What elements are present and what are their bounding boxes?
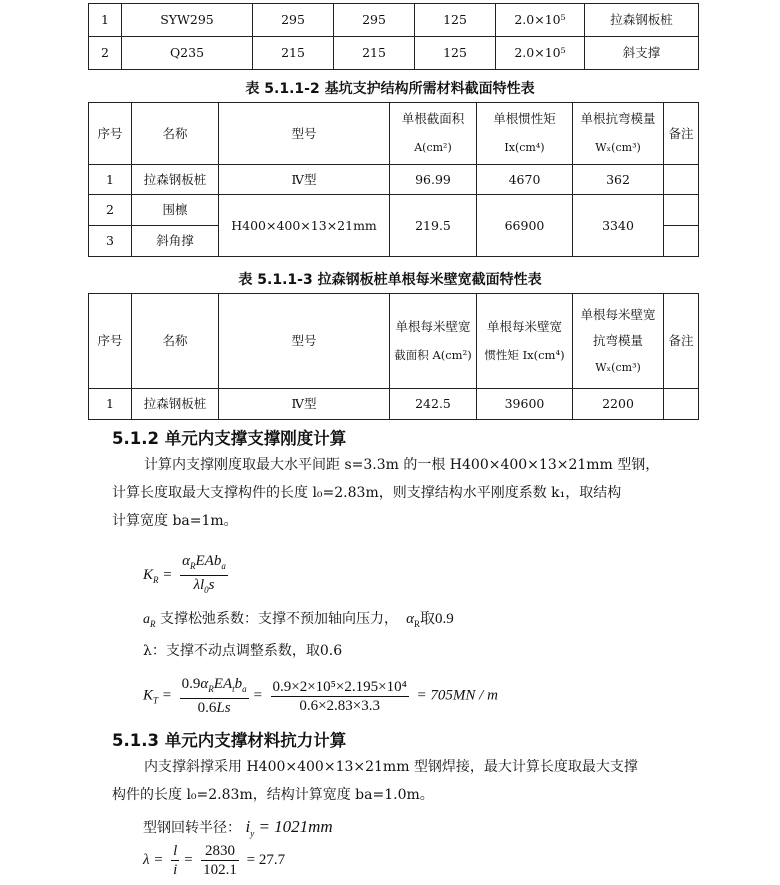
note-alpha: $a_R$ 支撑松弛系数：支撑不预加轴向压力， $\alpha_R$取0.9 <box>143 611 454 629</box>
table-row <box>89 37 699 70</box>
table-cell: 斜支撑 <box>585 37 699 70</box>
table-row <box>89 195 699 226</box>
header-cell: 单根抗弯模量 Wₓ(cm³) <box>573 103 664 165</box>
section-heading: 5.1.3 单元内支撑材料抗力计算 <box>112 731 347 750</box>
table-cell: 2 <box>89 195 132 226</box>
table-caption: 表 5.1.1-3 拉森钢板桩单根每米壁宽截面特性表 <box>238 272 542 288</box>
table-cell: 2200 <box>573 389 664 420</box>
table-row <box>89 165 699 195</box>
table-cell: 拉森钢板桩 <box>132 389 219 420</box>
table-cell: 3 <box>89 226 132 257</box>
header-cell: 型号 <box>219 294 390 389</box>
table-cell: 125 <box>415 4 496 37</box>
table-cell: 斜角撑 <box>132 226 219 257</box>
table-cell: 295 <box>253 4 334 37</box>
table-cell: 1 <box>89 389 132 420</box>
formula-kt: $K_T$ = $\frac{0.9\alpha_REA_tb_a}{0.6Ls}$ = $\frac{\text{0.9×2×10⁵×2.195×10⁴}}{0.6\times 2.83\times 3.3}$ = 705MN / m <box>143 676 498 716</box>
header-cell: 单根每米壁宽 抗弯模量 Wₓ(cm³) <box>573 294 664 389</box>
formula-lambda: λ = $\frac{l}{i}$ = $\frac{2830}{102.1}$ = 27.7 <box>143 843 286 878</box>
table-cell: 2.0×10⁵ <box>496 4 585 37</box>
table-header-row <box>89 294 699 389</box>
table-cell: 1 <box>89 165 132 195</box>
table-cell: 96.99 <box>390 165 477 195</box>
sheet-pile-properties-table <box>88 293 699 420</box>
header-cell: 单根截面积 A(cm²) <box>390 103 477 165</box>
note-lambda: λ：支撑不动点调整系数，取0.6 <box>143 643 343 659</box>
table-cell <box>664 226 699 257</box>
header-cell: 单根每米壁宽 惯性矩 Ix(cm⁴) <box>477 294 573 389</box>
paragraph-line: 内支撑斜撑采用 H400×400×13×21mm 型钢焊接，最大计算长度取最大支撑 <box>144 759 638 775</box>
table-cell <box>664 389 699 420</box>
fraction: $\frac{2830}{102.1}$ <box>203 843 237 878</box>
table-cell: 39600 <box>477 389 573 420</box>
header-cell: 序号 <box>89 103 132 165</box>
fraction: $\frac{0.9\alpha_REA_tb_a}{0.6Ls}$ <box>181 676 247 716</box>
formula-kr: $K_R$ = $\frac{\alpha_REAb_a}{\lambda l_0s}$ <box>143 552 232 599</box>
paragraph <box>112 451 692 535</box>
table-cell <box>664 165 699 195</box>
table-caption: 表 5.1.1-2 基坑支护结构所需材料截面特性表 <box>245 81 535 97</box>
table-cell: 拉森钢板桩 <box>585 4 699 37</box>
header-cell: 名称 <box>132 294 219 389</box>
radius-line: 型钢回转半径： $i_y = 1021mm$ <box>143 817 333 839</box>
table-cell: Ⅳ型 <box>219 165 390 195</box>
paragraph-line: 计算长度取最大支撑构件的长度 l₀=2.83m，则支撑结构水平刚度系数 k₁，取结构 <box>112 485 622 501</box>
section-properties-table <box>88 102 699 257</box>
paragraph-line: 构件的长度 l₀=2.83m，结构计算宽度 ba=1.0m。 <box>112 787 434 803</box>
table-cell: Ⅳ型 <box>219 389 390 420</box>
header-cell: 单根每米壁宽 截面积 A(cm²) <box>390 294 477 389</box>
table-cell: SYW295 <box>122 4 253 37</box>
material-table <box>88 3 699 70</box>
fraction: $\frac{l}{i}$ <box>173 843 178 878</box>
table-cell-merged: 66900 <box>477 195 573 257</box>
table-cell: 295 <box>334 4 415 37</box>
table-cell: 242.5 <box>390 389 477 420</box>
table-cell: 215 <box>334 37 415 70</box>
table-cell: 1 <box>89 4 122 37</box>
table-cell <box>664 195 699 226</box>
table-header-row <box>89 103 699 165</box>
table-cell-merged: H400×400×13×21mm <box>219 195 390 257</box>
header-cell: 型号 <box>219 103 390 165</box>
header-cell: 单根惯性矩 Ix(cm⁴) <box>477 103 573 165</box>
table-cell-merged: 219.5 <box>390 195 477 257</box>
section-heading: 5.1.2 单元内支撑支撑刚度计算 <box>112 429 347 448</box>
header-cell: 备注 <box>664 103 699 165</box>
table-cell-merged: 3340 <box>573 195 664 257</box>
table-cell: 125 <box>415 37 496 70</box>
paragraph <box>112 753 692 809</box>
fraction: $\frac{\alpha_REAb_a}{\lambda l_0s}$ <box>182 553 226 595</box>
fraction: $\frac{\text{0.9×2×10⁵×2.195×10⁴}}{0.6\times 2.83\times 3.3}$ <box>272 678 407 714</box>
paragraph-line: 计算内支撑刚度取最大水平间距 s=3.3m 的一根 H400×400×13×21mm 型钢， <box>144 457 660 473</box>
table-cell: 362 <box>573 165 664 195</box>
table-cell: 2 <box>89 37 122 70</box>
table-cell: 围檩 <box>132 195 219 226</box>
table-cell: 2.0×10⁵ <box>496 37 585 70</box>
table-cell: 拉森钢板桩 <box>132 165 219 195</box>
header-cell: 序号 <box>89 294 132 389</box>
table-cell: Q235 <box>122 37 253 70</box>
header-cell: 备注 <box>664 294 699 389</box>
table-cell: 215 <box>253 37 334 70</box>
paragraph-line: 计算宽度 ba=1m。 <box>112 513 238 529</box>
header-cell: 名称 <box>132 103 219 165</box>
table-row <box>89 389 699 420</box>
table-cell: 4670 <box>477 165 573 195</box>
table-row <box>89 4 699 37</box>
